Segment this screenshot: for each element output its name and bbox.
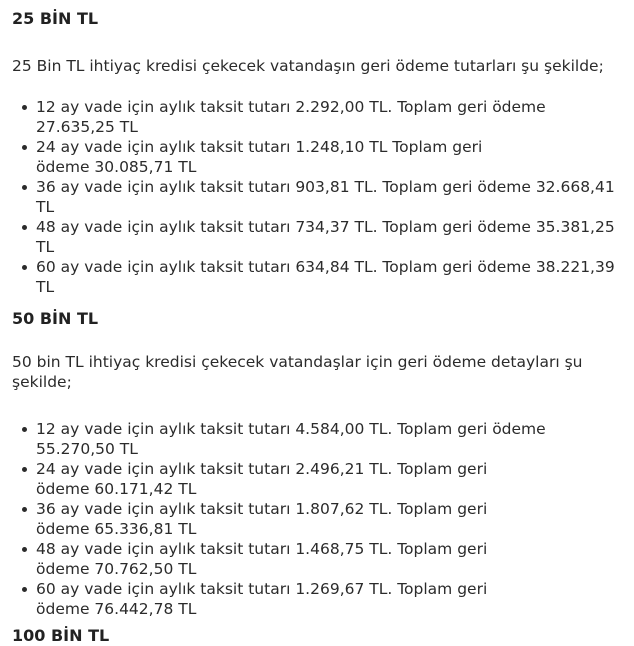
list-item: 12 ay vade için aylık taksit tutarı 2.292,00 TL. Toplam geri ödeme 27.635,25 TL bbox=[12, 97, 628, 137]
list-item: 60 ay vade için aylık taksit tutarı 634,84 TL. Toplam geri ödeme 38.221,39 TL bbox=[12, 257, 628, 297]
list-item: 48 ay vade için aylık taksit tutarı 1.468,75 TL. Toplam geri ödeme 70.762,50 TL bbox=[12, 539, 628, 579]
list-item: 48 ay vade için aylık taksit tutarı 734,37 TL. Toplam geri ödeme 35.381,25 TL bbox=[12, 217, 628, 257]
section-heading-cutoff: 100 BİN TL bbox=[12, 626, 110, 645]
section-heading-25k: 25 BİN TL bbox=[12, 9, 99, 28]
list-item: 12 ay vade için aylık taksit tutarı 4.584,00 TL. Toplam geri ödeme 55.270,50 TL bbox=[12, 419, 628, 459]
list-item: 36 ay vade için aylık taksit tutarı 903,81 TL. Toplam geri ödeme 32.668,41 TL bbox=[12, 177, 628, 217]
loan-list-25k bbox=[12, 97, 628, 297]
loan-list-50k bbox=[12, 419, 628, 619]
list-item: 36 ay vade için aylık taksit tutarı 1.807,62 TL. Toplam geri ödeme 65.336,81 TL bbox=[12, 499, 628, 539]
section-intro-25k: 25 Bin TL ihtiyaç kredisi çekecek vatandaşın geri ödeme tutarları şu şekilde; bbox=[12, 57, 604, 75]
list-item: 60 ay vade için aylık taksit tutarı 1.269,67 TL. Toplam geri ödeme 76.442,78 TL bbox=[12, 579, 628, 619]
list-item: 24 ay vade için aylık taksit tutarı 1.248,10 TL Toplam geri ödeme 30.085,71 TL bbox=[12, 137, 628, 177]
section-heading-50k: 50 BİN TL bbox=[12, 309, 99, 328]
section-intro-50k: 50 bin TL ihtiyaç kredisi çekecek vatandaşlar için geri ödeme detayları şu şekilde; bbox=[12, 353, 583, 391]
list-item: 24 ay vade için aylık taksit tutarı 2.496,21 TL. Toplam geri ödeme 60.171,42 TL bbox=[12, 459, 628, 499]
